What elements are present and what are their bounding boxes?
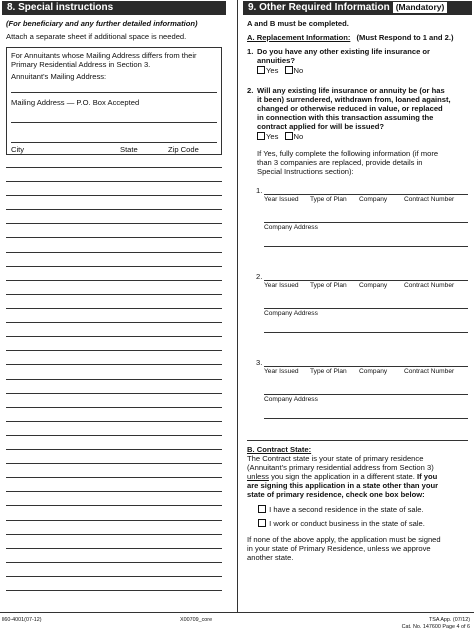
q2-yes-checkbox[interactable] xyxy=(257,132,265,140)
section-b-unless: unless xyxy=(247,472,269,481)
q1-no-label: No xyxy=(293,66,304,75)
writing-line[interactable] xyxy=(6,534,222,535)
entry-input-line[interactable] xyxy=(264,194,468,195)
entry-column-label: Year Issued xyxy=(264,282,299,289)
city-label: City xyxy=(11,145,25,154)
contract-state-option-1[interactable] xyxy=(258,505,424,514)
section-b-divider xyxy=(247,440,468,441)
entry-column-label: Year Issued xyxy=(264,196,299,203)
entry-address-line[interactable] xyxy=(264,246,468,247)
question-2-line-2: it been) surrendered, withdrawn from, loaned against, xyxy=(257,95,451,104)
footer-app-version: TSA App. (07/12) xyxy=(428,617,470,623)
entry-column-label: Contract Number xyxy=(404,368,455,375)
writing-line[interactable] xyxy=(6,350,222,351)
writing-line[interactable] xyxy=(6,407,222,408)
writing-line[interactable] xyxy=(6,590,222,591)
writing-line[interactable] xyxy=(6,562,222,563)
question-2-line-3: changed or otherwise reduced in value, or replaced xyxy=(257,104,443,113)
writing-line[interactable] xyxy=(6,223,222,224)
section-b-if-you: If you xyxy=(417,472,438,481)
writing-line[interactable] xyxy=(6,393,222,394)
entry-address-line[interactable] xyxy=(264,418,468,419)
question-1-options xyxy=(257,66,303,75)
company-address-label: Company Address xyxy=(264,224,318,231)
question-1-number: 1. xyxy=(247,47,254,56)
writing-line[interactable] xyxy=(6,505,222,506)
writing-line[interactable] xyxy=(6,237,222,238)
section-8-header: 8. Special instructions xyxy=(2,1,226,15)
entry-company-line[interactable] xyxy=(264,222,468,223)
po-box-label: Mailing Address — P.O. Box Accepted xyxy=(11,98,140,107)
section-b-label: B. Contract State: xyxy=(247,445,312,454)
company-address-label: Company Address xyxy=(264,396,318,403)
mailing-address-line-2[interactable] xyxy=(11,122,217,123)
attach-note: Attach a separate sheet if additional space is needed. xyxy=(6,32,187,41)
writing-line[interactable] xyxy=(6,477,222,478)
writing-line[interactable] xyxy=(6,463,222,464)
writing-line[interactable] xyxy=(6,491,222,492)
if-yes-line-1: If Yes, fully complete the following information (if more xyxy=(257,149,439,158)
footer-catalog-page: Cat. No. 147600 Page 4 of 6 xyxy=(401,624,470,630)
writing-line[interactable] xyxy=(6,379,222,380)
none-apply-line-2: in your state of Primary Residence, unless we approve xyxy=(247,544,431,553)
option-1-checkbox[interactable] xyxy=(258,505,266,513)
entry-column-label: Year Issued xyxy=(264,368,299,375)
question-1-line-1: Do you have any other existing life insurance or xyxy=(257,47,431,56)
section-b-line-3 xyxy=(247,472,437,481)
entry-column-label: Company xyxy=(359,368,388,375)
question-2-line-5: contract applied for will be issued? xyxy=(257,122,385,131)
writing-line[interactable] xyxy=(6,576,222,577)
beneficiary-note: (For beneficiary and any further detailed information) xyxy=(6,19,198,28)
city-state-zip-line[interactable] xyxy=(11,142,217,143)
writing-line[interactable] xyxy=(6,280,222,281)
mandatory-badge: (Mandatory) xyxy=(393,2,448,13)
state-label: State xyxy=(120,145,138,154)
entry-column-label: Type of Plan xyxy=(310,368,347,375)
section-9-intro: A and B must be completed. xyxy=(247,19,349,28)
none-apply-line-1: If none of the above apply, the application must be signed xyxy=(247,535,441,544)
section-b-line-4: are signing this application in a state other than your xyxy=(247,481,439,490)
entry-column-label: Type of Plan xyxy=(310,196,347,203)
q1-yes-checkbox[interactable] xyxy=(257,66,265,74)
writing-line[interactable] xyxy=(6,364,222,365)
section-b-line-5: state of primary residence, check one box below: xyxy=(247,490,425,499)
if-yes-line-2: than 3 companies are replaced, provide details in xyxy=(257,158,423,167)
question-2-line-4: in connection with this transaction assuming the xyxy=(257,113,434,122)
writing-line[interactable] xyxy=(6,308,222,309)
writing-line[interactable] xyxy=(6,520,222,521)
writing-line[interactable] xyxy=(6,195,222,196)
entry-input-line[interactable] xyxy=(264,366,468,367)
option-1-label: I have a second residence in the state of sale. xyxy=(269,505,424,514)
entry-column-label: Company xyxy=(359,196,388,203)
entry-column-label: Company xyxy=(359,282,388,289)
mailing-address-line-1[interactable] xyxy=(11,92,217,93)
entry-number: 3. xyxy=(256,358,263,367)
question-1-line-2: annuities? xyxy=(257,56,295,65)
entry-column-label: Contract Number xyxy=(404,282,455,289)
if-yes-line-3: Special Instructions section): xyxy=(257,167,354,176)
writing-line[interactable] xyxy=(6,322,222,323)
writing-line[interactable] xyxy=(6,266,222,267)
contract-state-option-2[interactable] xyxy=(258,519,425,528)
section-b-line-1: The Contract state is your state of primary residence xyxy=(247,454,424,463)
column-divider xyxy=(237,0,238,612)
zip-code-label: Zip Code xyxy=(168,145,199,154)
footer-core-code: X00709_core xyxy=(180,617,213,623)
q1-no-checkbox[interactable] xyxy=(285,66,293,74)
writing-line[interactable] xyxy=(6,167,222,168)
q2-no-checkbox[interactable] xyxy=(285,132,293,140)
section-b-line-3-rest: you sign the application in a different state. xyxy=(268,472,417,481)
writing-line[interactable] xyxy=(6,421,222,422)
writing-line[interactable] xyxy=(6,449,222,450)
section-9-header: 9. Other Required Information (Mandatory) xyxy=(243,1,472,15)
entry-column-label: Type of Plan xyxy=(310,282,347,289)
company-address-label: Company Address xyxy=(264,310,318,317)
q2-yes-label: Yes xyxy=(266,132,279,141)
writing-line[interactable] xyxy=(6,548,222,549)
section-a-note: (Must Respond to 1 and 2.) xyxy=(356,33,454,42)
entry-company-line[interactable] xyxy=(264,308,468,309)
entry-address-line[interactable] xyxy=(264,332,468,333)
question-2-number: 2. xyxy=(247,86,254,95)
annuitant-box-line-2: Primary Residential Address in Section 3. xyxy=(11,60,151,69)
section-a-label: A. Replacement Information: xyxy=(247,33,351,42)
none-apply-line-3: another state. xyxy=(247,553,294,562)
entry-company-line[interactable] xyxy=(264,394,468,395)
entry-column-label: Contract Number xyxy=(404,196,455,203)
option-2-label: I work or conduct business in the state of sale. xyxy=(269,519,425,528)
writing-line[interactable] xyxy=(6,294,222,295)
section-b-line-2: (Annuitant's primary residential address from Section 3) xyxy=(247,463,434,472)
question-2-line-1: Will any existing life insurance or annuity be (or has xyxy=(257,86,445,95)
q2-no-label: No xyxy=(293,132,304,141)
question-2-options xyxy=(257,132,303,141)
annuitant-box-line-1: For Annuitants whose Mailing Address differs from their xyxy=(11,51,197,60)
option-2-checkbox[interactable] xyxy=(258,519,266,527)
q1-yes-label: Yes xyxy=(266,66,279,75)
footer-form-number: ll60-4001(07-12) xyxy=(2,617,42,623)
footer-rule xyxy=(0,612,474,613)
writing-line[interactable] xyxy=(6,209,222,210)
annuitant-box-line-3: Annuitant's Mailing Address: xyxy=(11,72,107,81)
entry-number: 2. xyxy=(256,272,263,281)
writing-line[interactable] xyxy=(6,181,222,182)
entry-input-line[interactable] xyxy=(264,280,468,281)
writing-line[interactable] xyxy=(6,336,222,337)
entry-number: 1. xyxy=(256,186,263,195)
writing-line[interactable] xyxy=(6,435,222,436)
writing-line[interactable] xyxy=(6,252,222,253)
